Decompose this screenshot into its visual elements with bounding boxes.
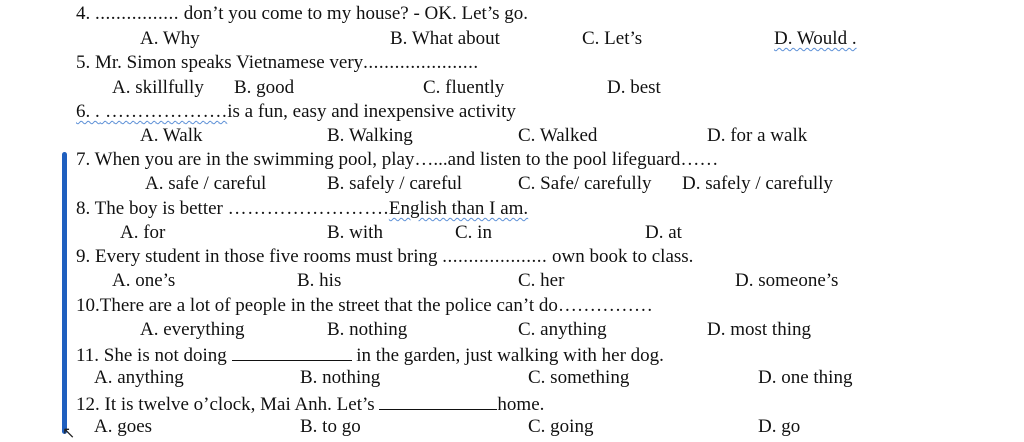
question-12-stem-post: home. <box>497 394 545 415</box>
q5-option-b: B. good <box>234 77 295 98</box>
question-8-blank: ……………………. <box>227 198 389 219</box>
question-4-stem-post: don’t you come to my house? - OK. Let’s go. <box>179 3 528 24</box>
q9-option-b: B. his <box>297 270 342 291</box>
question-11 <box>76 344 664 365</box>
q8-option-c: C. in <box>455 222 492 243</box>
q4-option-d: D. Would . <box>774 28 857 49</box>
question-12-stem-pre: 12. It is twelve o’clock, Mai Anh. Let’s <box>76 394 380 415</box>
question-4-stem-pre: 4. <box>76 3 95 24</box>
q7-option-b: B. safely / careful <box>327 173 463 194</box>
q7-option-a: A. safe / careful <box>145 173 267 194</box>
question-12-blank-line <box>379 393 497 410</box>
q11-option-c: C. something <box>528 367 630 388</box>
q12-option-d: D. go <box>758 416 801 437</box>
left-margin-bar <box>62 152 67 434</box>
question-8 <box>76 199 528 218</box>
q9-option-c: C. her <box>518 270 565 291</box>
q11-option-a: A. anything <box>94 367 184 388</box>
question-8-stem-pre: 8. The boy is better <box>76 198 228 219</box>
question-4-blank: ................ <box>95 3 179 24</box>
question-4 <box>76 4 528 23</box>
q12-option-a: A. goes <box>94 416 153 437</box>
q8-option-a: A. for <box>120 222 166 243</box>
q4-option-b: B. What about <box>390 28 500 49</box>
q6-option-c: C. Walked <box>518 125 598 146</box>
question-10-stem-pre: 10.There are a lot of people in the street that the police can’t do…………… <box>76 295 653 316</box>
question-9-stem-post: own book to class. <box>547 246 694 267</box>
q7-option-c: C. Safe/ carefully <box>518 173 652 194</box>
question-10 <box>76 296 653 315</box>
question-5 <box>76 53 479 72</box>
q10-option-b: B. nothing <box>327 319 408 340</box>
q11-option-d: D. one thing <box>758 367 853 388</box>
question-6 <box>76 102 516 121</box>
q10-option-a: A. everything <box>140 319 245 340</box>
question-6-stem-pre: 6. . <box>76 101 100 122</box>
question-11-stem-post: in the garden, just walking with her dog. <box>351 345 664 366</box>
q12-option-b: B. to go <box>300 416 361 437</box>
q6-option-d: D. for a walk <box>707 125 808 146</box>
q4-option-c: C. Let’s <box>582 28 643 49</box>
question-9 <box>76 247 693 266</box>
question-7 <box>76 150 718 169</box>
question-12 <box>76 393 544 414</box>
q5-option-d: D. best <box>607 77 661 98</box>
q10-option-d: D. most thing <box>707 319 811 340</box>
question-6-stem-post: is a fun, easy and inexpensive activity <box>227 101 516 122</box>
q8-option-b: B. with <box>327 222 383 243</box>
q10-option-c: C. anything <box>518 319 607 340</box>
q6-option-b: B. Walking <box>327 125 413 146</box>
question-7-stem-pre: 7. When you are in the swimming pool, play…...and listen to the pool lifeguard…… <box>76 149 719 170</box>
q5-option-c: C. fluently <box>423 77 505 98</box>
q11-option-b: B. nothing <box>300 367 381 388</box>
question-5-blank: ...................... <box>363 52 479 73</box>
q12-option-c: C. going <box>528 416 594 437</box>
question-11-blank-line <box>232 344 352 361</box>
q6-option-a: A. Walk <box>140 125 203 146</box>
question-5-stem-pre: 5. Mr. Simon speaks Vietnamese very <box>76 52 364 73</box>
q4-option-a: A. Why <box>140 28 200 49</box>
question-8-stem-post: English than I am. <box>388 198 529 219</box>
q7-option-d: D. safely / carefully <box>682 173 833 194</box>
question-9-stem-pre: 9. Every student in those five rooms must bring <box>76 246 443 267</box>
q9-option-d: D. someone’s <box>735 270 839 291</box>
q8-option-d: D. at <box>645 222 682 243</box>
question-11-stem-pre: 11. She is not doing <box>76 345 232 366</box>
q5-option-a: A. skillfully <box>112 77 204 98</box>
q9-option-a: A. one’s <box>112 270 176 291</box>
mouse-cursor-icon: ↖ <box>62 423 76 442</box>
question-9-blank: .................... <box>442 246 548 267</box>
question-6-blank: ………………. <box>99 101 228 122</box>
